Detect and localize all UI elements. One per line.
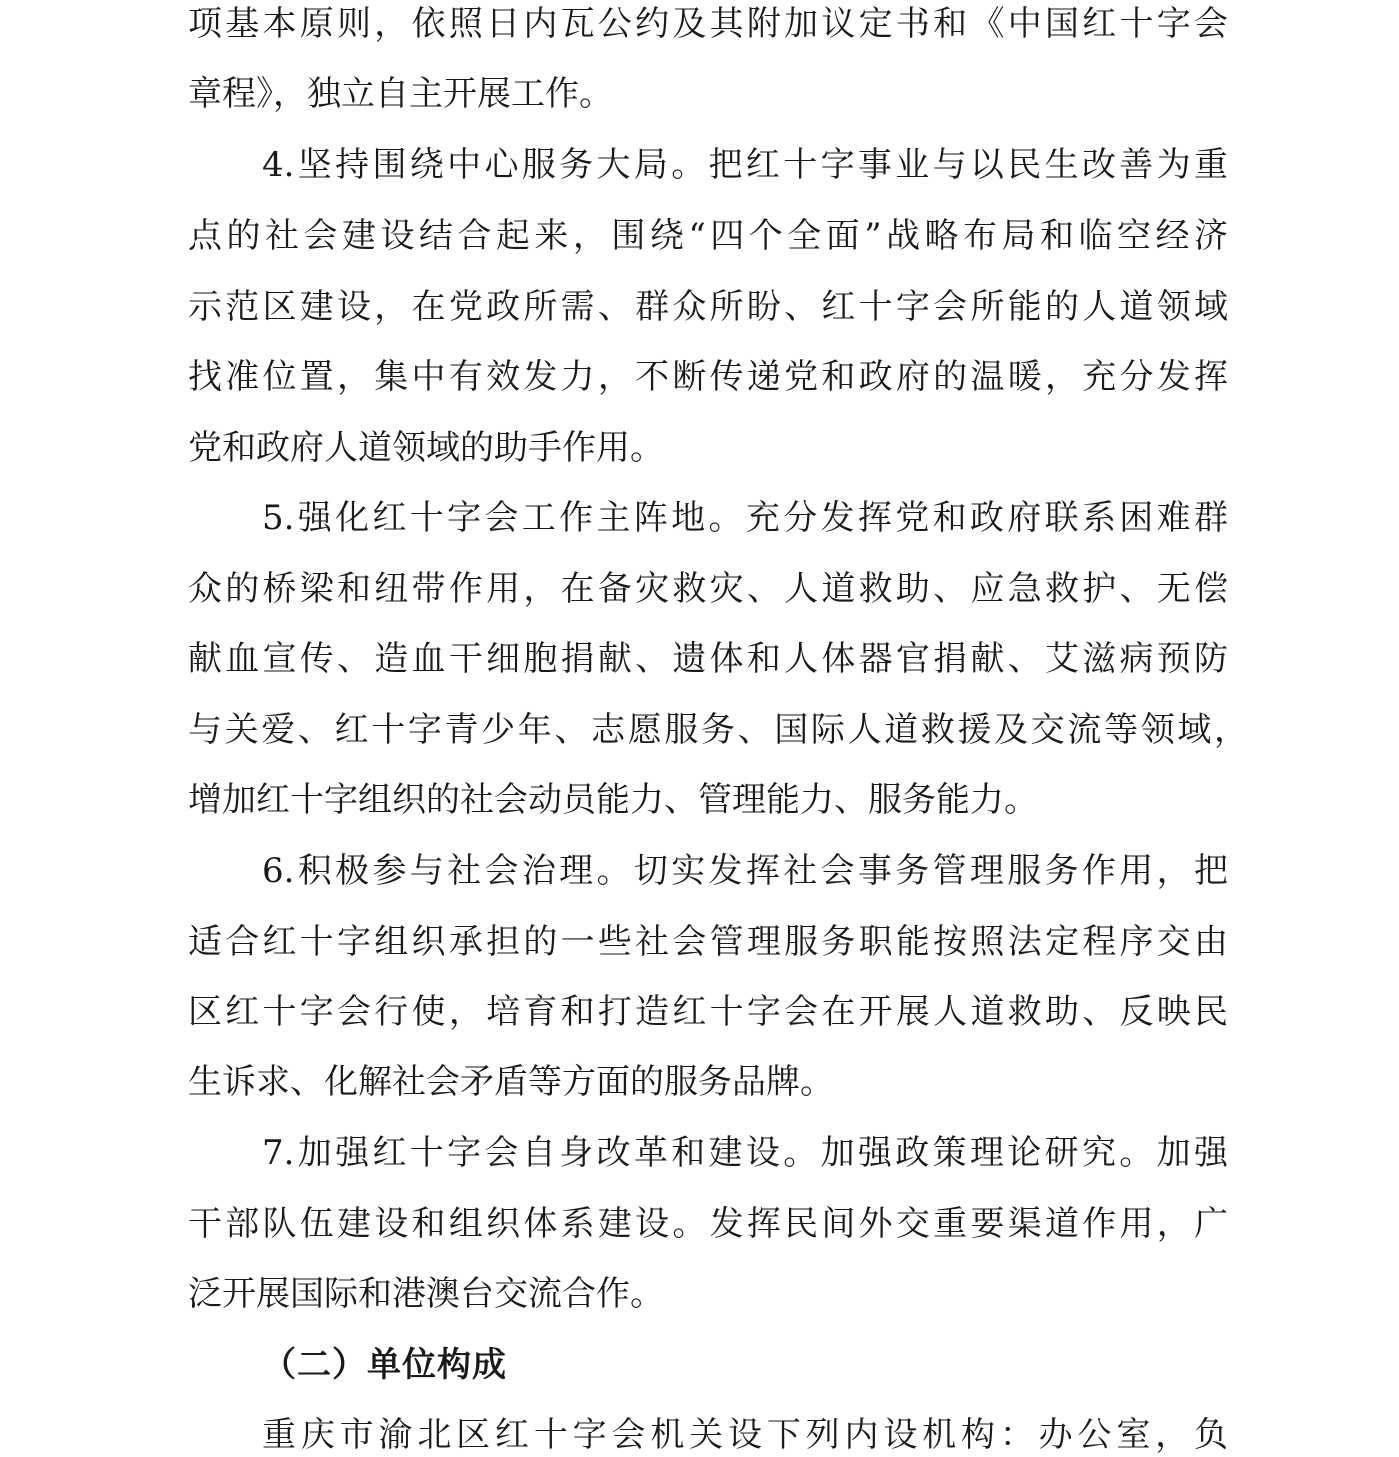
- text-line: 党和政府人道领域的助手作用。: [188, 428, 664, 468]
- text-line: 增加红十字组织的社会动员能力、管理能力、服务能力。: [188, 780, 1038, 820]
- paragraph-6-first-line: 6.积极参与社会治理。切实发挥社会事务管理服务作用，把: [262, 851, 1228, 891]
- text-line: 章程》，独立自主开展工作。: [188, 74, 613, 114]
- paragraph-7-first-line: 7.加强红十字会自身改革和建设。加强政策理论研究。加强: [262, 1133, 1228, 1173]
- text-line: 献血宣传、造血干细胞捐献、遗体和人体器官捐献、艾滋病预防: [188, 639, 1228, 679]
- text-line: 众的桥梁和纽带作用，在备灾救灾、人道救助、应急救护、无偿: [188, 569, 1228, 609]
- text-line: 干部队伍建设和组织体系建设。发挥民间外交重要渠道作用，广: [188, 1204, 1228, 1244]
- text-line: 项基本原则，依照日内瓦公约及其附加议定书和《中国红十字会: [188, 4, 1228, 44]
- text-line: 生诉求、化解社会矛盾等方面的服务品牌。: [188, 1062, 834, 1102]
- text-line: 区红十字会行使，培育和打造红十字会在开展人道救助、反映民: [188, 992, 1228, 1032]
- text-line: 适合红十字组织承担的一些社会管理服务职能按照法定程序交由: [188, 922, 1228, 962]
- text-line: 泛开展国际和港澳台交流合作。: [188, 1274, 664, 1314]
- paragraph-5-first-line: 5.强化红十字会工作主阵地。充分发挥党和政府联系困难群: [262, 498, 1228, 538]
- text-line: 示范区建设，在党政所需、群众所盼、红十字会所能的人道领域: [188, 287, 1228, 327]
- text-line: 与关爱、红十字青少年、志愿服务、国际人道救援及交流等领域，: [188, 710, 1248, 750]
- text-line: 点的社会建设结合起来，围绕“四个全面”战略布局和临空经济: [188, 216, 1228, 256]
- text-line: 找准位置，集中有效发力，不断传递党和政府的温暖，充分发挥: [188, 357, 1228, 397]
- text-line: 重庆市渝北区红十字会机关设下列内设机构：办公室，负: [262, 1415, 1228, 1455]
- section-heading: （二）单位构成: [262, 1345, 507, 1385]
- paragraph-4-first-line: 4.坚持围绕中心服务大局。把红十字事业与以民生改善为重: [262, 145, 1228, 185]
